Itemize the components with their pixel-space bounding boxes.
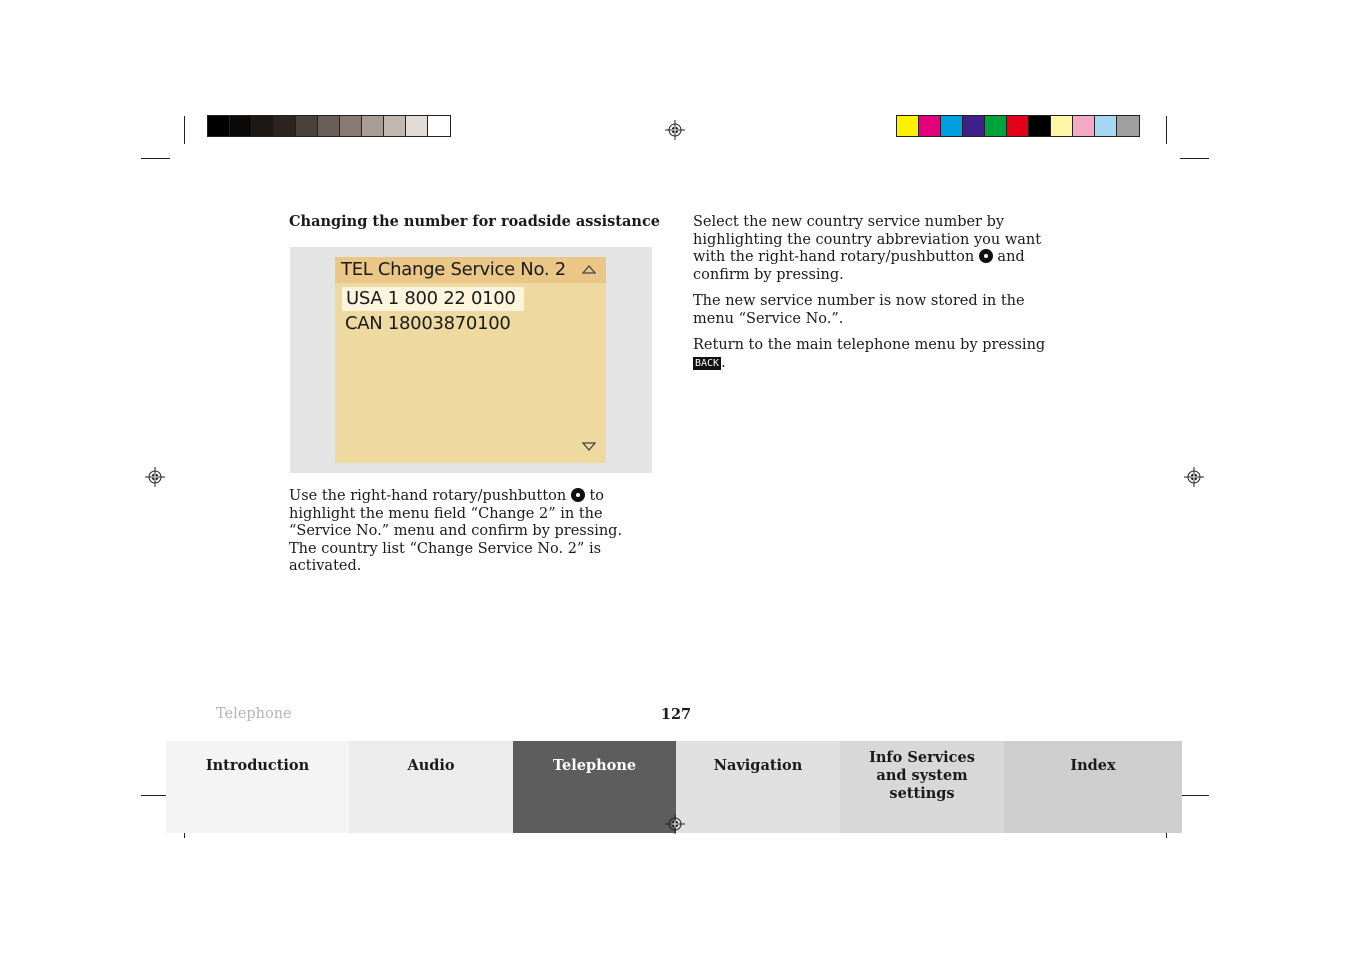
color-swatch xyxy=(963,116,985,136)
color-swatch xyxy=(1117,116,1139,136)
rotary-pushbutton-icon xyxy=(979,249,993,263)
color-swatch xyxy=(428,116,450,136)
instruction-text: Select the new country service number by highlighting the country abbreviation you want with the right-hand rotary/pushbutton xyxy=(693,214,1042,265)
color-swatch xyxy=(318,116,340,136)
instruction-paragraph xyxy=(693,214,1065,284)
tab-label: Introduction xyxy=(205,757,310,774)
back-key-icon: BACK xyxy=(695,357,720,369)
instruction-text: The new service number is now stored in the menu “Service No.”. xyxy=(693,293,1025,327)
color-swatch xyxy=(362,116,384,136)
color-swatch xyxy=(406,116,428,136)
tab-info-services[interactable] xyxy=(840,741,1004,833)
color-swatch xyxy=(230,116,252,136)
tab-telephone[interactable] xyxy=(513,741,676,833)
scroll-down-arrow-icon xyxy=(582,441,596,451)
display-title-bar xyxy=(335,257,606,283)
tab-label: Info Services and system settings xyxy=(869,749,975,802)
registration-mark-icon xyxy=(145,467,165,487)
display-list-item-selected[interactable] xyxy=(342,287,524,311)
color-swatch xyxy=(985,116,1007,136)
instruction-paragraph xyxy=(693,293,1065,328)
tab-introduction[interactable] xyxy=(166,741,349,833)
crop-mark xyxy=(1180,795,1209,796)
color-swatch xyxy=(1029,116,1051,136)
instruction-paragraph xyxy=(693,337,1065,372)
color-swatch xyxy=(897,116,919,136)
footer-section-label: Telephone xyxy=(216,706,292,722)
registration-mark-icon xyxy=(1184,467,1204,487)
tab-audio[interactable] xyxy=(349,741,513,833)
instruction-text: . xyxy=(721,354,726,371)
tab-label: Audio xyxy=(407,757,455,774)
display-screen xyxy=(335,257,606,463)
section-heading: Changing the number for roadside assistance xyxy=(289,213,660,230)
right-instructions xyxy=(693,214,1065,381)
color-swatch xyxy=(919,116,941,136)
display-title: TEL Change Service No. 2 xyxy=(341,259,566,280)
display-list-item-label: USA 1 800 22 0100 xyxy=(346,288,516,309)
crop-mark xyxy=(141,158,170,159)
color-swatch xyxy=(384,116,406,136)
left-instructions xyxy=(289,488,654,576)
registration-mark-icon xyxy=(665,120,685,140)
display-list-item[interactable]: CAN 18003870100 xyxy=(345,313,511,334)
color-swatch xyxy=(274,116,296,136)
instruction-text: and confirm by pressing. xyxy=(693,249,1025,283)
color-swatch xyxy=(1095,116,1117,136)
color-swatch xyxy=(941,116,963,136)
registration-mark-icon xyxy=(665,814,685,834)
tab-label: Index xyxy=(1070,757,1116,774)
color-swatch xyxy=(208,116,230,136)
color-swatch xyxy=(1007,116,1029,136)
color-swatch xyxy=(340,116,362,136)
color-swatch xyxy=(252,116,274,136)
color-swatch xyxy=(296,116,318,136)
tab-label: Telephone xyxy=(552,757,637,774)
instruction-text: The country list “Change Service No. 2” is activated. xyxy=(289,540,602,574)
scroll-up-arrow-icon xyxy=(582,265,596,275)
crop-mark xyxy=(1166,116,1167,144)
crop-mark xyxy=(1180,158,1209,159)
tab-index[interactable] xyxy=(1004,741,1182,833)
instruction-text: to highlight the menu field “Change 2” in the “Service No.” menu and confirm by pressing. xyxy=(289,488,623,539)
rotary-pushbutton-icon xyxy=(571,488,585,502)
color-swatch-strip xyxy=(896,115,1140,137)
instruction-text: Return to the main telephone menu by pressing xyxy=(693,337,1046,353)
tab-navigation[interactable] xyxy=(676,741,840,833)
crop-mark xyxy=(184,116,185,144)
instruction-text: Use the right-hand rotary/pushbutton xyxy=(289,488,567,504)
color-swatch xyxy=(1073,116,1095,136)
grayscale-swatch-strip xyxy=(207,115,451,137)
color-swatch xyxy=(1051,116,1073,136)
tab-label: Navigation xyxy=(713,757,803,774)
page-number: 127 xyxy=(660,706,692,723)
